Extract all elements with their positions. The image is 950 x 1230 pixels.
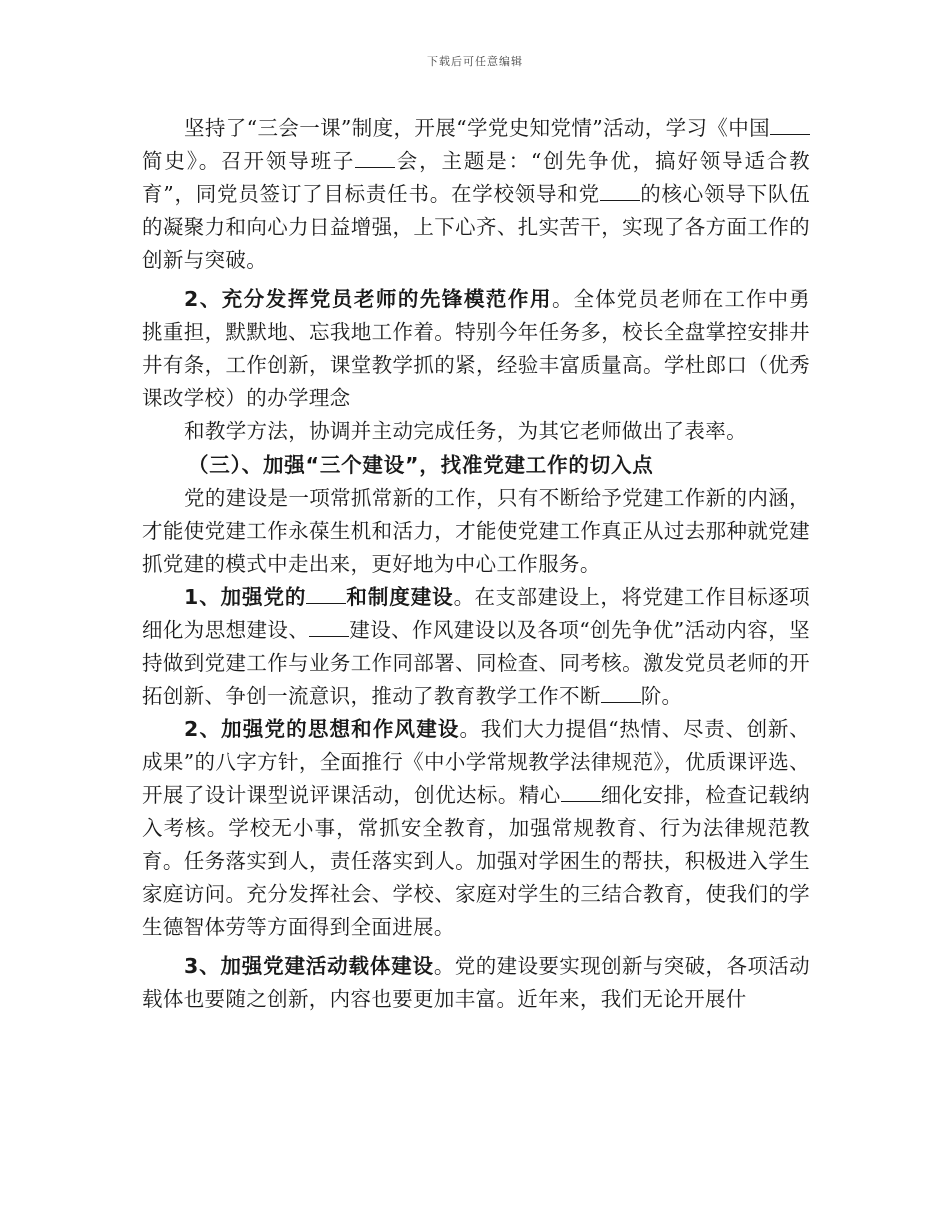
body-text: 。我们大力提倡“热情、尽责、创新、成果”的八字方针，全面推行《中小学常规教学法律规范》，优质课评选、开展了设计课型说评课活动，创优达标。精心: [142, 717, 810, 807]
body-text: 会，主题是：“创先争优，搞好领导适合教育”，同党员签订了目标责任书。在学校领导和党: [142, 149, 810, 206]
paragraph: [142, 415, 810, 448]
bold-lead-text: （三）、加强“三个建设”，找准党建工作的切入点: [188, 453, 654, 477]
body-text: 坚持了“三会一课”制度，开展“学党史知党情”活动，学习《中国: [184, 116, 770, 140]
paragraph: [142, 581, 810, 713]
paragraph: [142, 713, 810, 944]
body-text: 党的建设是一项常抓常新的工作，只有不断给予党建工作新的内涵，才能使党建工作永葆生机和活力，才能使党建工作真正从过去那种就党建抓党建的模式中走出来，更好地为中心工作服务。: [142, 486, 810, 576]
fill-in-blank: [770, 116, 810, 135]
page-header: 下载后可任意编辑: [427, 55, 523, 68]
fill-in-blank: [561, 783, 601, 802]
bold-lead-text: 2、加强党的思想和作风建设: [184, 717, 460, 741]
fill-in-blank: [306, 585, 346, 604]
fill-in-blank: [600, 182, 640, 201]
body-text: 阶。: [640, 684, 683, 708]
paragraph: [142, 112, 810, 277]
bold-lead-text: 1、加强党的: [184, 585, 307, 609]
body-text: 和教学方法，协调并主动完成任务，为其它老师做出了表率。: [184, 419, 747, 443]
body-text: 。在支部建设上，将党建工作目标逐项细化为思想建设、: [142, 585, 810, 642]
body-text: 简史》。召开领导班子: [142, 149, 356, 173]
bold-lead-text: 和制度建设: [346, 585, 454, 609]
document-body: [142, 112, 810, 1016]
section-heading: [142, 448, 810, 482]
body-text: 的核心领导下队伍的凝聚力和向心力日益增强，上下心齐、扎实苦干，实现了各方面工作的创新与突破。: [142, 182, 810, 272]
body-text: 。党的建设要实现创新与突破，各项活动载体也要随之创新，内容也要更加丰富。近年来，我们无论开展什: [142, 954, 810, 1011]
bold-lead-text: 3、加强党建活动载体建设: [184, 954, 434, 978]
body-text: 。全体党员老师在工作中勇挑重担，默默地、忘我地工作着。特别今年任务多，校长全盘掌控安排井井有条，工作创新，课堂教学抓的紧，经验丰富质量高。学杜郎口（优秀课改学校）的办学理念: [142, 287, 810, 410]
fill-in-blank: [309, 618, 349, 637]
paragraph: [142, 482, 810, 581]
body-text: 建设、作风建设以及各项“创先争优”活动内容，坚持做到党建工作与业务工作同部署、同检查、同考核。激发党员老师的开拓创新、争创一流意识，推动了教育教学工作不断: [142, 618, 810, 708]
paragraph: [142, 950, 810, 1016]
body-text: 细化安排，检查记载纳入考核。学校无小事，常抓安全教育，加强常规教育、行为法律规范教育。任务落实到人，责任落实到人。加强对学困生的帮扶，积极进入学生家庭访问。充分发挥社会、学校、家庭对学生的三结合教育，使我们的学生德智体劳等方面得到全面进展。: [142, 783, 811, 939]
bold-lead-text: 2、充分发挥党员老师的先锋模范作用: [184, 287, 552, 311]
fill-in-blank: [355, 149, 395, 168]
paragraph: [142, 283, 810, 415]
fill-in-blank: [601, 684, 641, 703]
